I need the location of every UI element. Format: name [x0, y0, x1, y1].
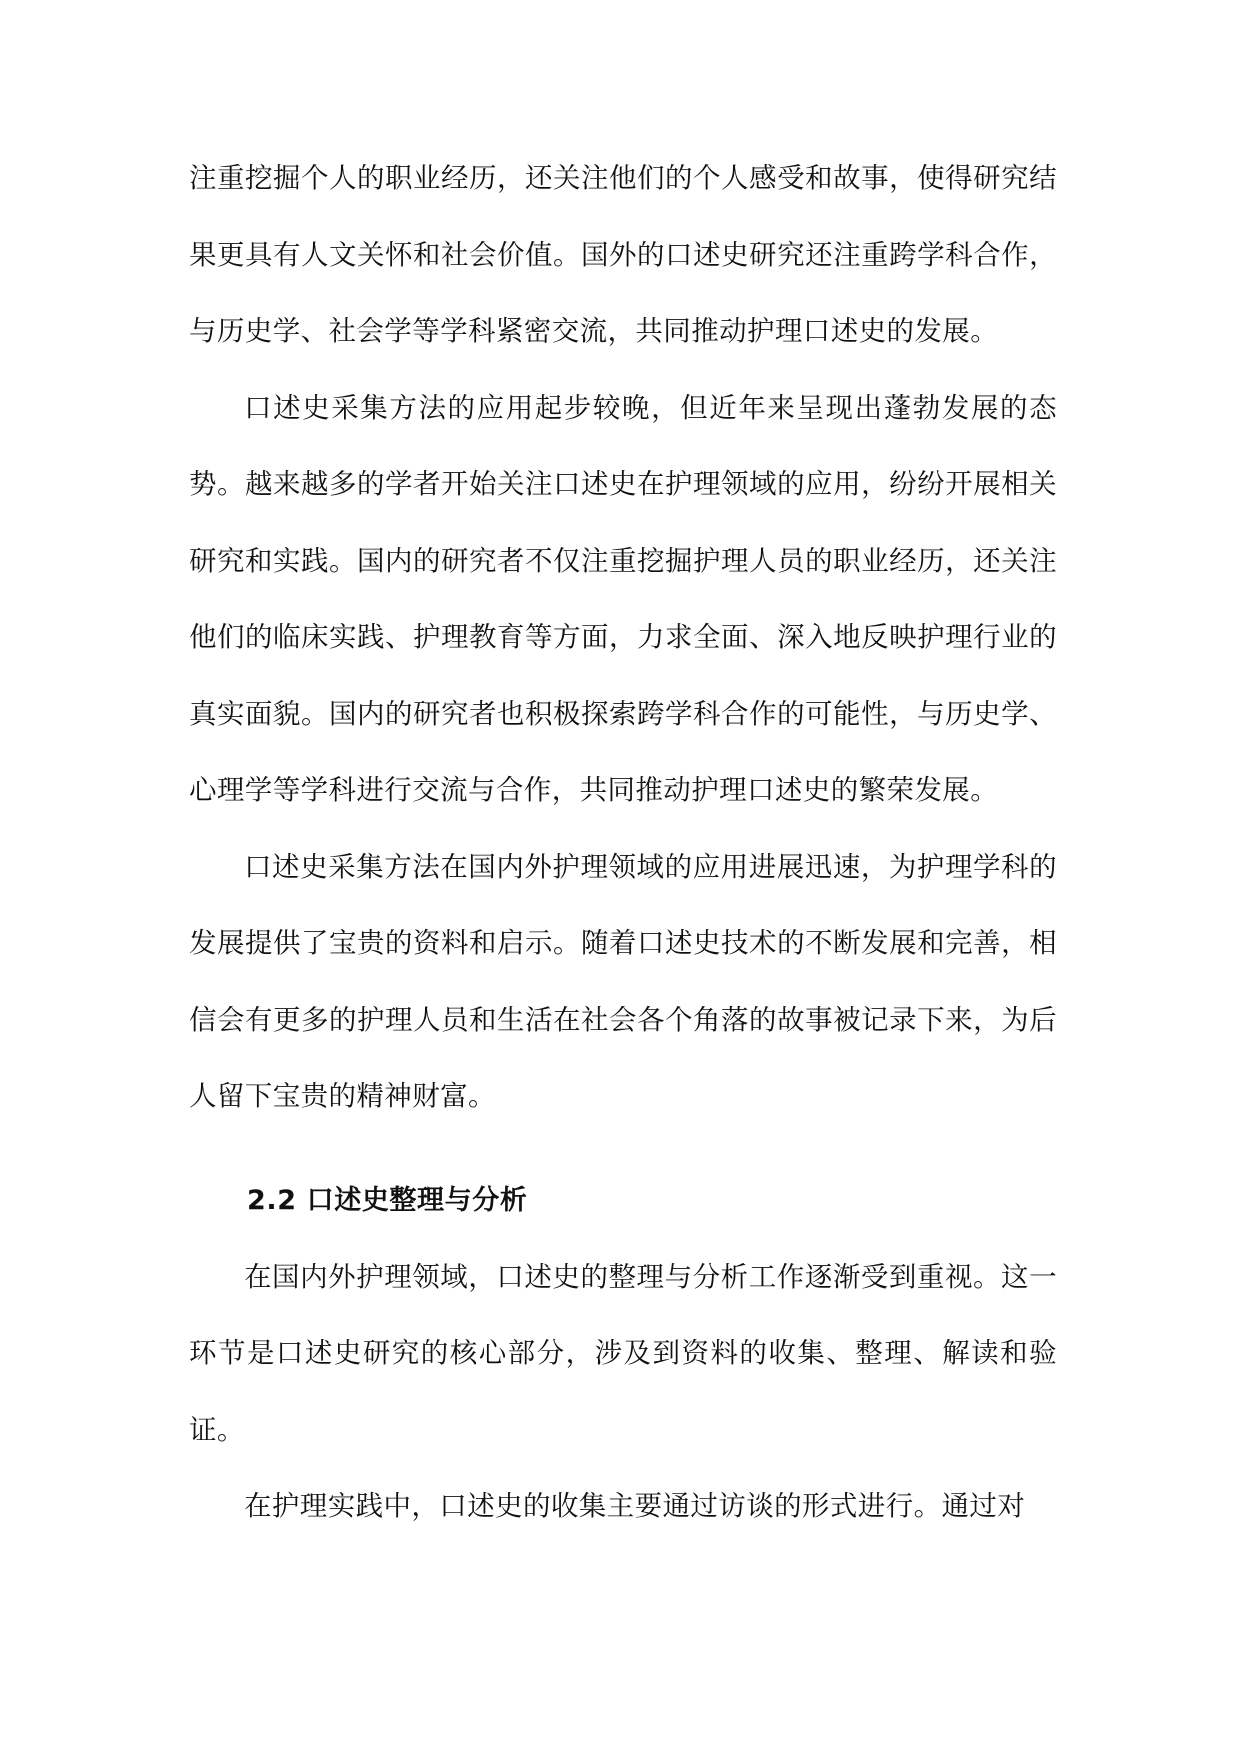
paragraph-collection-practice: 在护理实践中，口述史的收集主要通过访谈的形式进行。通过对	[244, 1490, 1026, 1522]
paragraph-domestic-research: 口述史采集方法的应用起步较晚，但近年来呈现出蓬勃发展的态势。越来越多的学者开始关注口述史在护理领域的应用，纷纷开展相关研究和实践。国内的研究者不仅注重挖掘护理人员的职业经历，还关注他们的临床实践、护理教育等方面，力求全面、深入地反映护理行业的真实面貌。国内的研究者也积极探索跨学科合作的可能性，与历史学、心理学等学科进行交流与合作，共同推动护理口述史的繁荣发展。	[189, 391, 1057, 806]
section-heading: 2.2 口述史整理与分析	[247, 1184, 528, 1216]
paragraph-organization-analysis: 在国内外护理领域，口述史的整理与分析工作逐渐受到重视。这一环节是口述史研究的核心部分，涉及到资料的收集、整理、解读和验证。	[189, 1260, 1057, 1446]
paragraph-summary: 口述史采集方法在国内外护理领域的应用进展迅速，为护理学科的发展提供了宝贵的资料和启示。随着口述史技术的不断发展和完善，相信会有更多的护理人员和生活在社会各个角落的故事被记录下来，为后人留下宝贵的精神财富。	[189, 850, 1057, 1112]
paragraph-continuation: 注重挖掘个人的职业经历，还关注他们的个人感受和故事，使得研究结果更具有人文关怀和社会价值。国外的口述史研究还注重跨学科合作，与历史学、社会学等学科紧密交流，共同推动护理口述史的发展。	[189, 162, 1057, 347]
document-body	[189, 140, 1057, 1545]
